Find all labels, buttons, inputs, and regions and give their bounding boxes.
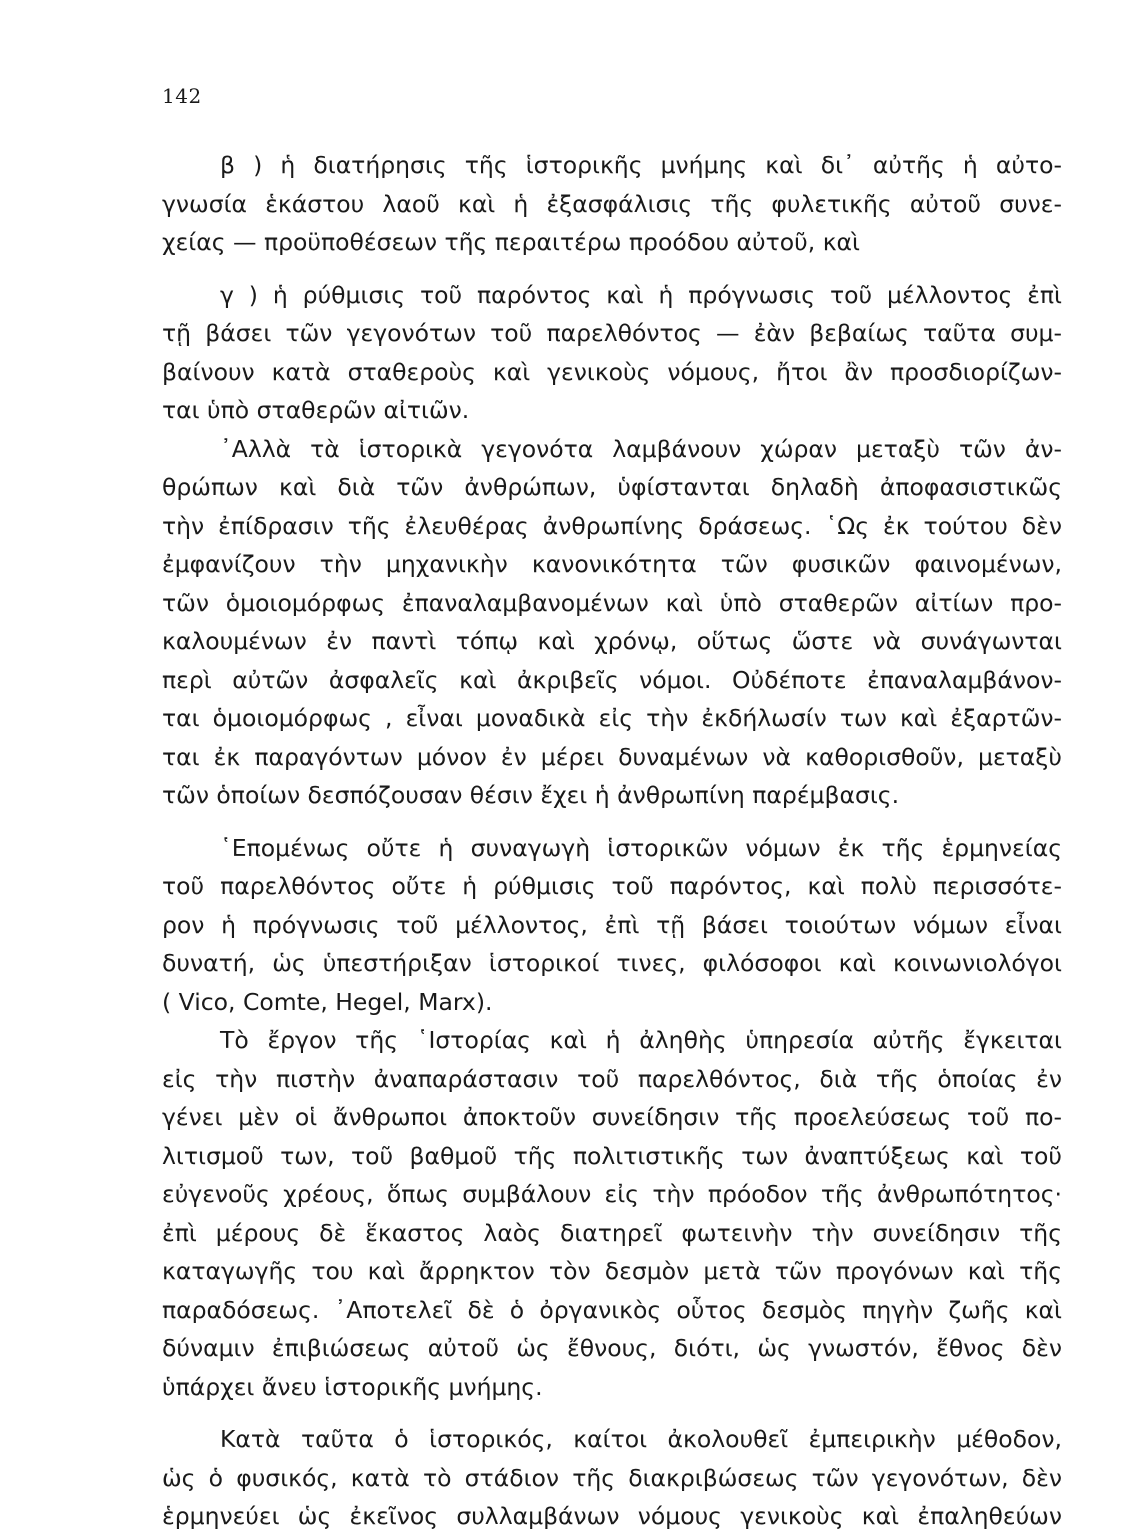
text-line: β ) ἡ διατήρησις τῆς ἱστορικῆς μνήμης καὶ δι᾽ αὐτῆς ἡ αὐτο- bbox=[220, 151, 1062, 179]
text-line: τῇ βάσει τῶν γεγονότων τοῦ παρελθόντος — ἐὰν βεβαίως ταῦτα συμ- bbox=[162, 319, 1062, 347]
text-line: τῶν ὁμοιομόρφως ἐπαναλαμβανομένων καὶ ὑπὸ σταθερῶν αἰτίων προ- bbox=[162, 588, 1062, 617]
text-line: εὐγενοῦς χρέους, ὅπως συμβάλουν εἰς τὴν πρόοδον τῆς ἀνθρωπότητος· bbox=[162, 1180, 1062, 1208]
text-line: δύναμιν ἐπιβιώσεως αὐτοῦ ὡς ἔθνους, διότι, ὡς γνωστόν, ἔθνος δὲν bbox=[162, 1334, 1062, 1362]
text-line: ται ἐκ παραγόντων μόνον ἐν μέρει δυναμένων νὰ καθορισθοῦν, μεταξὺ bbox=[162, 742, 1062, 771]
text-line: βαίνουν κατὰ σταθεροὺς καὶ γενικοὺς νόμους, ἤτοι ἂν προσδιορίζων- bbox=[162, 357, 1062, 386]
text-line: Τὸ ἔργον τῆς ῾Ιστορίας καὶ ἡ ἀληθὴς ὑπηρεσία αὐτῆς ἔγκειται bbox=[220, 1026, 1062, 1054]
page-number: 142 bbox=[162, 84, 202, 108]
text-line: λιτισμοῦ των, τοῦ βαθμοῦ τῆς πολιτιστικῆς των ἀναπτύξεως καὶ τοῦ bbox=[162, 1141, 1062, 1170]
text-line: παραδόσεως. ᾿Αποτελεῖ δὲ ὁ ὀργανικὸς οὗτος δεσμὸς πηγὴν ζωῆς καὶ bbox=[162, 1295, 1062, 1324]
text-line: Κατὰ ταῦτα ὁ ἱστορικός, καίτοι ἀκολουθεῖ ἐμπειρικὴν μέθοδον, bbox=[220, 1425, 1062, 1453]
text-line: ῾Επομένως οὔτε ἡ συναγωγὴ ἱστορικῶν νόμων ἐκ τῆς ἑρμηνείας bbox=[220, 833, 1062, 862]
text-line: τὴν ἐπίδρασιν τῆς ἐλευθέρας ἀνθρωπίνης δράσεως. ῾Ως ἐκ τούτου δὲν bbox=[162, 511, 1062, 540]
text-line: ὡς ὁ φυσικός, κατὰ τὸ στάδιον τῆς διακριβώσεως τῶν γεγονότων, δὲν bbox=[162, 1463, 1062, 1492]
text-line: περὶ αὐτῶν ἀσφαλεῖς καὶ ἀκριβεῖς νόμοι. Οὐδέποτε ἐπαναλαμβάνον- bbox=[162, 665, 1062, 694]
text-line: γνωσία ἑκάστου λαοῦ καὶ ἡ ἐξασφάλισις τῆς φυλετικῆς αὐτοῦ συνε- bbox=[162, 189, 1062, 218]
text-line: ρον ἡ πρόγνωσις τοῦ μέλλοντος, ἐπὶ τῇ βάσει τοιούτων νόμων εἶναι bbox=[162, 910, 1062, 939]
text-line: ἑρμηνεύει ὡς ἐκεῖνος συλλαμβάνων νόμους γενικοὺς καὶ ἐπαληθεύων bbox=[162, 1502, 1062, 1530]
text-line: ᾿Αλλὰ τὰ ἱστορικὰ γεγονότα λαμβάνουν χώραν μεταξὺ τῶν ἀν- bbox=[220, 434, 1062, 463]
body-text bbox=[162, 146, 1062, 1536]
text-line: ἐπὶ μέρους δὲ ἕκαστος λαὸς διατηρεῖ φωτεινὴν τὴν συνείδησιν τῆς bbox=[162, 1218, 1062, 1247]
text-line: τῶν ὁποίων δεσπόζουσαν θέσιν ἔχει ἡ ἀνθρωπίνη παρέμβασις. bbox=[162, 781, 900, 809]
text-line: γένει μὲν οἱ ἄνθρωποι ἀποκτοῦν συνείδησιν τῆς προελεύσεως τοῦ πο- bbox=[162, 1103, 1062, 1131]
text-line: ται ὁμοιομόρφως , εἶναι μοναδικὰ εἰς τὴν ἐκδήλωσίν των καὶ ἐξαρτῶν- bbox=[162, 704, 1062, 732]
text-line: ὑπάρχει ἄνευ ἱστορικῆς μνήμης. bbox=[162, 1372, 543, 1401]
text-line: θρώπων καὶ διὰ τῶν ἀνθρώπων, ὑφίστανται δηλαδὴ ἀποφασιστικῶς bbox=[162, 473, 1062, 501]
text-line: καλουμένων ἐν παντὶ τόπῳ καὶ χρόνῳ, οὕτως ὥστε νὰ συνάγωνται bbox=[162, 627, 1062, 655]
text-line: εἰς τὴν πιστὴν ἀναπαράστασιν τοῦ παρελθόντος, διὰ τῆς ὁποίας ἐν bbox=[162, 1064, 1062, 1093]
text-line: καταγωγῆς του καὶ ἄρρηκτον τὸν δεσμὸν μετὰ τῶν προγόνων καὶ τῆς bbox=[162, 1257, 1062, 1285]
text-line: ( Vico, Comte, Hegel, Marx). bbox=[162, 987, 493, 1016]
text-line: γ ) ἡ ρύθμισις τοῦ παρόντος καὶ ἡ πρόγνωσις τοῦ μέλλοντος ἐπὶ bbox=[220, 280, 1062, 309]
text-line: ἐμφανίζουν τὴν μηχανικὴν κανονικότητα τῶν φυσικῶν φαινομένων, bbox=[162, 550, 1062, 578]
text-line: χείας — προϋποθέσεων τῆς περαιτέρω προόδου αὐτοῦ, καὶ bbox=[162, 228, 860, 256]
text-line: ται ὑπὸ σταθερῶν αἰτιῶν. bbox=[162, 396, 470, 424]
text-line: δυνατή, ὡς ὑπεστήριξαν ἱστορικοί τινες, φιλόσοφοι καὶ κοινωνιολόγοι bbox=[162, 949, 1062, 977]
text-line: τοῦ παρελθόντος οὔτε ἡ ρύθμισις τοῦ παρόντος, καὶ πολὺ περισσότε- bbox=[162, 872, 1062, 900]
